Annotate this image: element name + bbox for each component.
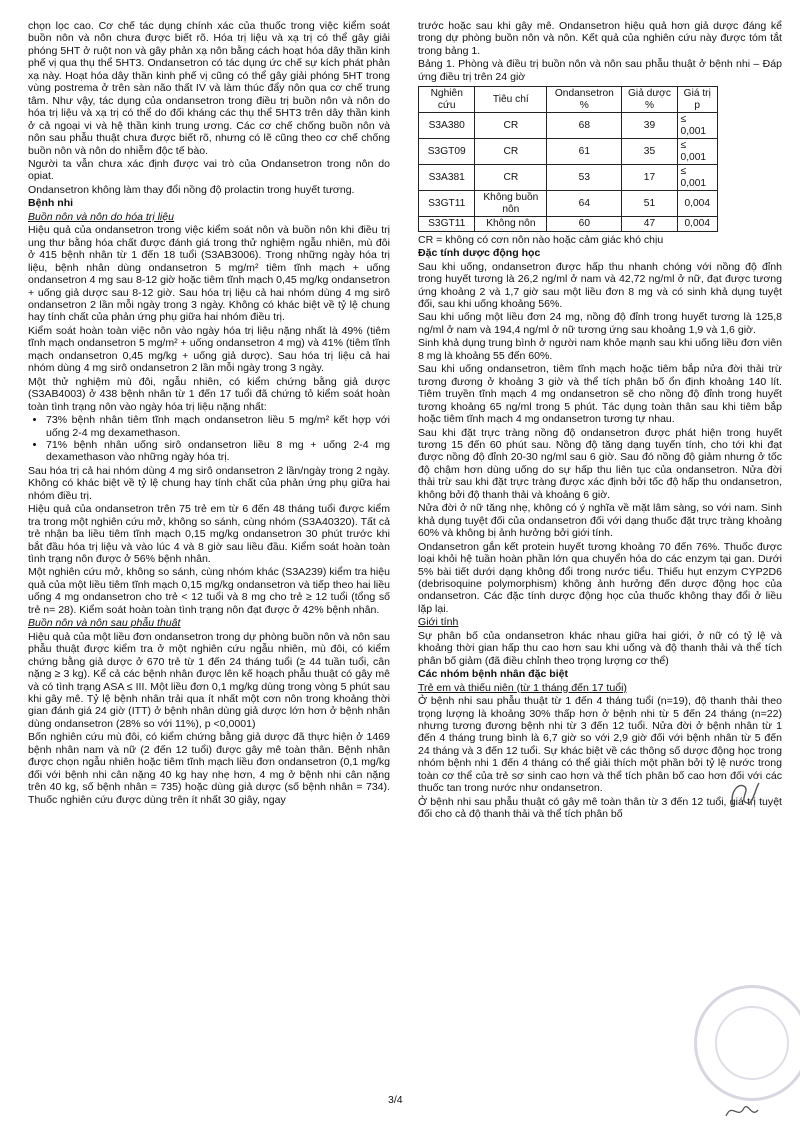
- table-cell: Không nôn: [475, 217, 547, 232]
- paragraph: Kiểm soát hoàn toàn việc nôn vào ngày hóa trị liệu nặng nhất là 49% (tiêm tĩnh mạch ondansetron 5 mg/m² + uống ondansetron 4 mg) và 41% (tiêm tĩnh mạch ondansetron 0,45 mg/kg + uống giả dược). Sau hóa trị liệu cả hai nhóm dùng 4 mg sirô ondansetron 2 lần mỗi ngày trong 3 ngày.: [28, 324, 390, 375]
- paragraph: trước hoặc sau khi gây mê. Ondansetron hiệu quả hơn giả dược đáng kể trong dự phòng buồn nôn và nôn. Kết quả của nghiên cứu này được tóm tắt trong bảng 1.: [418, 20, 782, 57]
- paragraph: Một nghiên cứu mở, không so sánh, cùng nhóm khác (S3A239) kiểm tra hiệu quả của một liều tiêm tĩnh mạch 0,15 mg/kg ondansetron và tiếp theo hai liều uống 4 mg ondansetron cho trẻ < 12 tuổi và 8 mg cho trẻ ≥ 12 tuổi (tổng số trẻ n= 28). Kiểm soát hoàn toàn tình trạng nôn đạt được ở 42% bệnh nhân.: [28, 566, 390, 616]
- table-cell: 61: [547, 139, 622, 165]
- heading-gender: Giới tính: [418, 616, 459, 629]
- paragraph: Hiệu quả của ondansetron trong việc kiểm soát nôn và buồn nôn khi điều trị ung thư bằng hóa chất được đánh giá trong thử nghiệm ngẫu nhiên, mù đôi ở 415 bệnh nhân từ 1 đến 18 tuổi (S3AB3006). Trong những ngày hóa trị liệu, bệnh nhân dùng ondansetron 5 mg/m² tiêm tĩnh mạch + uống ondansetron 4 mg sau 8-12 giờ hoặc tiêm tĩnh mạch 0,45 mg/kg ondansetron + uống giả dược sau 8-12 giờ. Sau hóa trị liệu cả hai nhóm dùng 4 mg sirô ondansetron 2 lần mỗi ngày trong 3 ngày. Không có khác biệt về tỷ lệ chung hay tính chất của phản ứng phụ giữa hai nhóm điều trị.: [28, 224, 390, 324]
- paragraph: Sau hóa trị cả hai nhóm dùng 4 mg sirô ondansetron 2 lần/ngày trong 2 ngày. Không có khác biệt về tỷ lệ chung hay tính chất của phản ứng phụ giữa hai nhóm điều trị.: [28, 464, 390, 502]
- table-row: [419, 191, 718, 217]
- column-header: Giả dược %: [622, 87, 677, 113]
- table-note: CR = không có cơn nôn nào hoặc cảm giác khó chịu: [418, 233, 664, 246]
- table-cell: 39: [622, 113, 677, 139]
- paragraph: Ở bệnh nhi sau phẫu thuật từ 1 đến 4 tháng tuổi (n=19), độ thanh thải theo trọng lượng là khoảng 30% thấp hơn ở bệnh nhi từ 5 đến 24 tháng (n=22) nhưng tương đương bệnh nhi từ 3 đến 12 tuổi. Nửa đời ở bệnh nhân từ 1 đến 4 tháng trung bình là 6,7 giờ so với 2,9 giờ đối với bệnh nhân từ 5 đến 24 tháng và 3 đến 12 tuổi. Sự khác biệt về các thông số dược động học trong nhóm bệnh nhi 1 đến 4 tháng có thể giải thích một phần bởi tỷ lệ nước trong toàn cơ thể của trẻ sơ sinh cao hơn và thể tích phân bố cao hơn đối với các thuốc tan trong nước như ondansetron.: [418, 695, 782, 795]
- table-cell: 17: [622, 165, 677, 191]
- result-list: [28, 414, 390, 464]
- handwritten-signature: [722, 1098, 762, 1124]
- table-cell: 68: [547, 113, 622, 139]
- table-cell: ≤ 0,001: [677, 165, 717, 191]
- paragraph: Sau khi đặt trực tràng nồng độ ondansetron được phát hiện trong huyết tương 15 đến 60 phút sau. Nồng độ tăng dạng tuyến tính, cho tới khi đạt được nồng độ đỉnh 20-30 ng/ml sau 6 giờ. Sau đó nồng độ giảm nhưng ở tốc độ chậm hơn dùng uống do sự hấp thu liên tục của ondansetron. Nửa đời thải trừ sau khi đặt trực tràng được xác định bởi tốc độ hấp thu ondansetron, không bởi độ thanh thải và khoảng 6 giờ.: [418, 426, 782, 501]
- table-cell: 64: [547, 191, 622, 217]
- heading-pharmacokinetics: Đặc tính dược động học: [418, 247, 541, 260]
- paragraph: Bốn nghiên cứu mù đôi, có kiểm chứng bằng giả dược đã thực hiện ở 1469 bệnh nhân nam và nữ (2 đến 12 tuổi) được gây mê toàn thân. Bệnh nhân được chọn ngẫu nhiên hoặc tiêm tĩnh mạch liều đơn ondansetron (0,1 mg/kg đối với bệnh nhi cân nặng 40 kg hay nhẹ hơn, 4 mg ở bệnh nhi cân nặng trên 40 kg, số bệnh nhân = 735) hoặc dùng giả dược (số bệnh nhân = 734). Thuốc nghiên cứu được dùng trên ít nhất 30 giây, ngay: [28, 731, 390, 806]
- table-cell: 53: [547, 165, 622, 191]
- table-cell: 60: [547, 217, 622, 232]
- table-row: [419, 139, 718, 165]
- table-cell: CR: [475, 113, 547, 139]
- page-number: 3/4: [388, 1094, 403, 1106]
- table-cell: CR: [475, 165, 547, 191]
- heading-pediatric: Bệnh nhi: [28, 197, 74, 210]
- paragraph: Sự phân bố của ondansetron khác nhau giữa hai giới, ở nữ có tỷ lệ và khoảng thời gian hấp thu cao hơn sau khi uống và độ thanh thải và thể tích phân bố giảm (đã điều chỉnh theo trọng lượng cơ thể): [418, 629, 782, 667]
- left-column: [28, 20, 390, 807]
- paragraph: Người ta vẫn chưa xác định được vai trò của Ondansetron trong nôn do opiat.: [28, 157, 390, 183]
- paragraph: chọn lọc cao. Cơ chế tác dụng chính xác của thuốc trong việc kiểm soát buồn nôn và nôn chưa được biết rõ. Hóa trị liệu và xạ trị có thể gây giải phóng 5HT ở ruột non và gây phản xạ nôn bằng cách hoạt hóa dây thần kinh phế vị qua thụ thể 5HT3. Ondansetron có tác dụng ức chế sự kích phát phản xạ này. Hoạt hóa dây thần kinh phế vị cũng có thể gây giải phóng 5HT trong vùng postrema ở trên sàn não thất IV và làm thúc đẩy nôn qua cơ chế trung tâm. Như vậy, tác dụng của ondansetron trong điều trị buồn nôn và nôn do hóa trị liệu và xạ trị có thể do đối kháng các thụ thể 5HT3 trên dây thần kinh ở cả ngoại vi và hệ thần kinh trung ương. Các cơ chế chống buồn nôn và nôn sau phẫu thuật chưa được biết rõ, nhưng có lẽ cũng theo cơ chế chống buồn nôn và nôn do nhiễm độc tế bào.: [28, 20, 390, 157]
- list-item: • 71% bệnh nhân uống sirô ondansetron liều 8 mg + uống 2-4 mg dexamethason vào những ngày hóa trị.: [46, 439, 390, 464]
- list-item: • 73% bệnh nhân tiêm tĩnh mạch ondansetron liều 5 mg/m² kết hợp với uống 2-4 mg dexamethason.: [46, 414, 390, 439]
- paragraph: Một thử nghiệm mù đôi, ngẫu nhiên, có kiểm chứng bằng giả dược (S3AB4003) ở 438 bệnh nhân từ 1 đến 17 tuổi đã chứng tỏ kiểm soát hoàn toàn tình trạng nôn vào ngày hóa trị liệu nặng nhất:: [28, 375, 390, 413]
- table-cell: S3GT09: [419, 139, 475, 165]
- table-row: [419, 113, 718, 139]
- paragraph: Nửa đời ở nữ tăng nhẹ, không có ý nghĩa về mặt lâm sàng, so với nam. Sinh khả dụng tuyệt đối của ondansetron đối với dạng thuốc đặt trực tràng khoảng 60% và không bị ảnh hưởng bởi giới tính.: [418, 502, 782, 540]
- table-cell: S3A380: [419, 113, 475, 139]
- table-cell: S3GT11: [419, 217, 475, 232]
- column-header: Tiêu chí: [475, 87, 547, 113]
- column-header: Giá trị p: [677, 87, 717, 113]
- table-row: [419, 165, 718, 191]
- heading-children: Trẻ em và thiếu niên (từ 1 tháng đến 17 tuổi): [418, 681, 627, 694]
- heading-chemo-nausea: Buồn nôn và nôn do hóa trị liệu: [28, 210, 175, 223]
- table-cell: S3GT11: [419, 191, 475, 217]
- paragraph: Hiệu quả của ondansetron trên 75 trẻ em từ 6 đến 48 tháng tuổi được kiểm tra trong một nghiên cứu mở, không so sánh, cùng nhóm (S3A40320). Tất cả trẻ nhận ba liều tiêm tĩnh mạch 0,15 mg/kg ondansetron 30 phút trước khi bắt đầu hóa trị liệu và vào lúc 4 và 8 giờ sau liều đầu. Kiểm soát hoàn toàn tình trạng nôn được ở 56% bệnh nhân.: [28, 503, 390, 566]
- paragraph: Sinh khả dụng trung bình ở người nam khỏe mạnh sau khi uống liều đơn viên 8 mg là khoảng 55 đến 60%.: [418, 337, 782, 362]
- table-cell: 0,004: [677, 191, 717, 217]
- heading-special-groups: Các nhóm bệnh nhân đặc biệt: [418, 668, 569, 681]
- paragraph: Ondansetron gắn kết protein huyết tương khoảng 70 đến 76%. Thuốc được loại khỏi hệ tuần hoàn phần lớn qua chuyển hóa do các enzym tại gan. Dưới 5% bài tiết dưới dạng không đổi trong nước tiểu. Thiếu hụt enzym CYP2D6 (debrisoquine polymorphism) không ảnh hưởng đến dược động học của ondansetron. Các đặc tính dược động học của thuốc không thay đổi ở liều lặp lại.: [418, 540, 782, 615]
- table-cell: ≤ 0,001: [677, 139, 717, 165]
- paragraph: Ondansetron không làm thay đổi nồng độ prolactin trong huyết tương.: [28, 183, 355, 196]
- column-header: Nghiên cứu: [419, 87, 475, 113]
- table-row: [419, 217, 718, 232]
- table-cell: 47: [622, 217, 677, 232]
- table-cell: S3A381: [419, 165, 475, 191]
- table-cell: 0,004: [677, 217, 717, 232]
- company-stamp: [694, 985, 800, 1101]
- paragraph: Sau khi uống ondansetron, tiêm tĩnh mạch hoặc tiêm bắp nửa đời thải trừ tương đương ở khoảng 3 giờ và thể tích phân bố ổn định khoảng 140 lít. Tiêm truyền tĩnh mạch 4 mg ondansetron sẽ cho nồng độ đỉnh trong huyết tương khoảng 65 ng/ml trong 5 phút. Tác dụng toàn thân sau khi tiêm bắp hoặc tiêm tĩnh mạch 4 mg ondansetron tương tự nhau.: [418, 363, 782, 426]
- table-cell: 51: [622, 191, 677, 217]
- column-header: Ondansetron %: [547, 87, 622, 113]
- table-header-row: [419, 87, 718, 113]
- table-cell: ≤ 0,001: [677, 113, 717, 139]
- handwritten-signature: [725, 775, 765, 815]
- heading-postop-nausea: Buồn nôn và nôn sau phẫu thuật: [28, 617, 181, 630]
- table-cell: Không buồn nôn: [475, 191, 547, 217]
- table-caption: Bảng 1. Phòng và điều trị buồn nôn và nôn sau phẫu thuật ở bệnh nhi – Đáp ứng điều trị trên 24 giờ: [418, 58, 782, 83]
- table-cell: CR: [475, 139, 547, 165]
- right-column: [418, 20, 782, 822]
- paragraph: Sau khi uống, ondansetron được hấp thu nhanh chóng với nồng độ đỉnh trong huyết tương là 26,2 ng/ml ở nam và 42,72 ng/ml ở nữ, đạt được tương ứng khoảng 2 và 1,7 giờ sau một liều đơn 8 mg và có sinh khả dụng tuyệt đối, sau khi uống khoảng 56%.: [418, 260, 782, 311]
- table-cell: 35: [622, 139, 677, 165]
- paragraph: Sau khi uống một liều đơn 24 mg, nồng độ đỉnh trong huyết tương là 125,8 ng/ml ở nam và 194,4 ng/ml ở nữ tương ứng sau khoảng 1,9 và 1,6 giờ.: [418, 311, 782, 336]
- paragraph: Ở bệnh nhi sau phẫu thuật có gây mê toàn thân từ 3 đến 12 tuổi, giá trị tuyệt đối cho cả độ thanh thải và thể tích phân bố: [418, 795, 782, 821]
- results-table: [418, 86, 718, 232]
- paragraph: Hiệu quả của một liều đơn ondansetron trong dự phòng buồn nôn và nôn sau phẫu thuật được kiểm tra ở một nghiên cứu ngẫu nhiên, mù đôi, có kiểm chứng bằng giả dược ở 670 trẻ từ 1 đến 24 tháng tuổi (≥ 44 tuần tuổi, cân nặng ≥ 3 kg). Kể cả các bệnh nhân được lên kế hoạch phẫu thuật có gây mê và có tình trạng ASA ≤ III. Một liều đơn 0,1 mg/kg dùng trong vòng 5 phút sau khi gây mê. Tỷ lệ bệnh nhân trải qua ít nhất một cơn nôn trong khoảng thời gian đánh giá 24 giờ (ITT) ở bệnh nhân dùng giả dược lớn hơn ở bệnh nhân dùng ondansetron (28% so với 11%), p <0,0001): [28, 630, 390, 730]
